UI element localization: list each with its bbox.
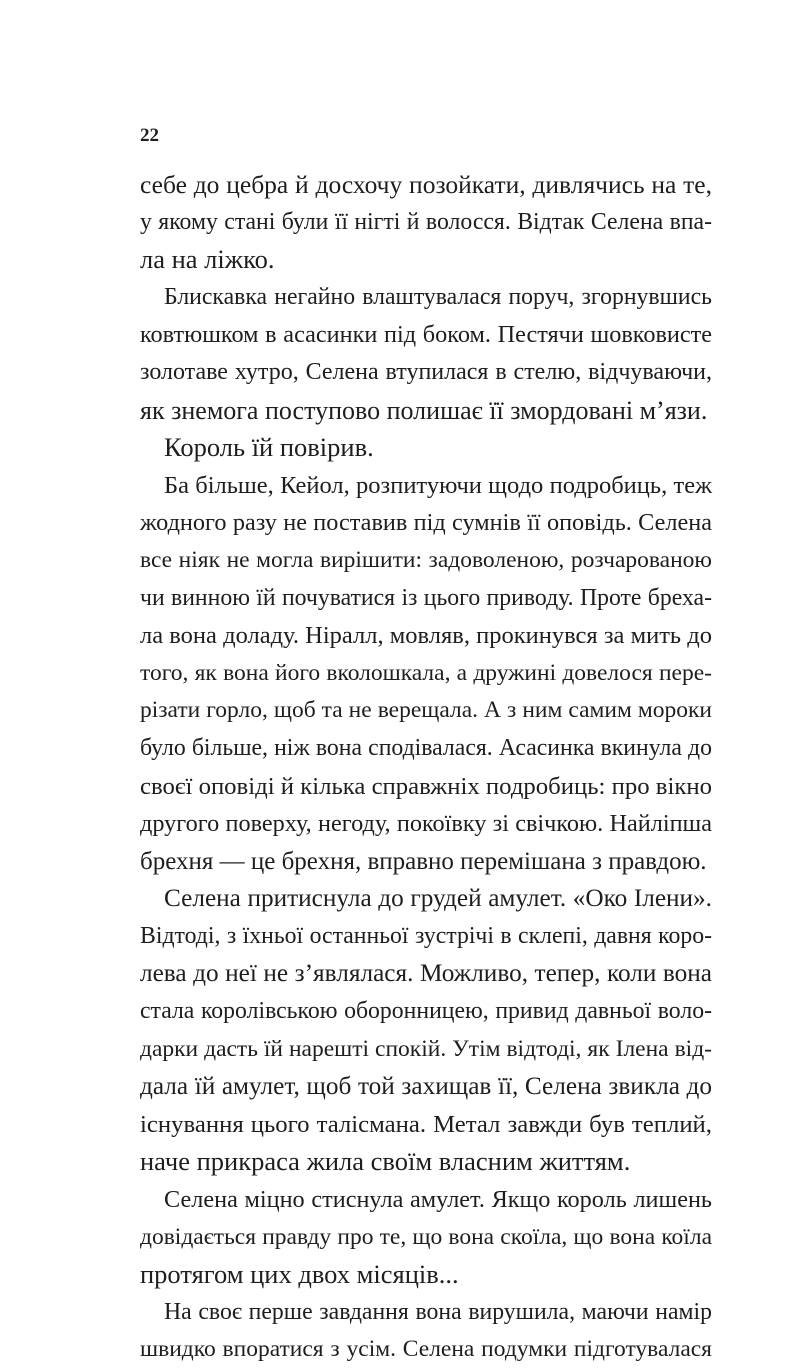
text-line: лева до неї не з’являлася. Можливо, тепер, коли вона — [140, 959, 712, 988]
text-line: Селена міцно стиснула амулет. Якщо король лишень — [164, 1186, 712, 1214]
text-line: чи винною їй почуватися із цього приводу. Проте бреха- — [140, 584, 712, 611]
page-number: 22 — [140, 125, 159, 146]
text-line: ковтюшком в асасинки під боком. Пестячи шовковисте — [140, 321, 712, 349]
text-line: ла на ліжко. — [140, 244, 275, 275]
text-line: Відтоді, з їхньої останньої зустрічі в склепі, давня коро- — [140, 922, 712, 949]
text-line: того, як вона його вколошкала, а дружині довелося пере- — [140, 659, 712, 686]
body-text — [140, 166, 712, 1369]
text-line: Король їй повірив. — [164, 432, 374, 463]
text-line: дарки дасть їй нарешті спокій. Утім відтоді, як Ілена від- — [140, 1035, 712, 1062]
text-line: другого поверху, негоду, покоївку зі свічкою. Найліпша — [140, 810, 712, 838]
text-line: золотаве хутро, Селена втупилася в стелю, відчуваючи, — [140, 358, 712, 385]
text-line: довідається правду про те, що вона скоїла, що вона коїла — [140, 1223, 712, 1250]
text-line: протягом цих двох місяців... — [140, 1259, 459, 1290]
text-line: себе до цебра й досхочу позойкати, дивлячись на те, — [140, 170, 712, 199]
text-line: брехня — це брехня, вправно перемішана з правдою. — [140, 847, 707, 875]
text-line: стала королівською оборонницею, привид давньої воло- — [140, 998, 712, 1025]
text-line: жодного разу не поставив під сумнів її оповідь. Селена — [140, 509, 712, 537]
text-line: наче прикраса жила своїм власним життям. — [140, 1146, 631, 1177]
text-line: Селена притиснула до грудей амулет. «Око Ілени». — [164, 884, 712, 913]
text-line: існування цього талісмана. Метал завжди був теплий, — [140, 1110, 712, 1138]
text-line: як знемога поступово полишає її змордовані м’язи. — [140, 395, 708, 425]
text-line: На своє перше завдання вона вирушила, маючи намір — [164, 1298, 712, 1325]
text-line: у якому стані були її нігті й волосся. Відтак Селена впа- — [140, 208, 712, 235]
text-line: Блискавка негайно влаштувалася поруч, згорнувшись — [164, 283, 712, 310]
text-line: швидко впоратися з усім. Селена подумки підготувалася — [140, 1336, 712, 1363]
text-line: Ба більше, Кейол, розпитуючи щодо подробиць, теж — [164, 471, 712, 499]
text-line: дала їй амулет, щоб той захищав її, Селена звикла до — [140, 1072, 712, 1101]
text-line: все ніяк не могла вирішити: задоволеною, розчарованою — [140, 546, 712, 573]
text-line: було більше, ніж вона сподівалася. Асасинка вкинула до — [140, 734, 712, 761]
text-line: ла вона доладу. Ніралл, мовляв, прокинувся за мить до — [140, 622, 712, 650]
text-line: різати горло, щоб та не верещала. А з ним самим мороки — [140, 697, 712, 724]
text-line: своєї оповіді й кілька справжніх подробиць: про вікно — [140, 772, 712, 800]
